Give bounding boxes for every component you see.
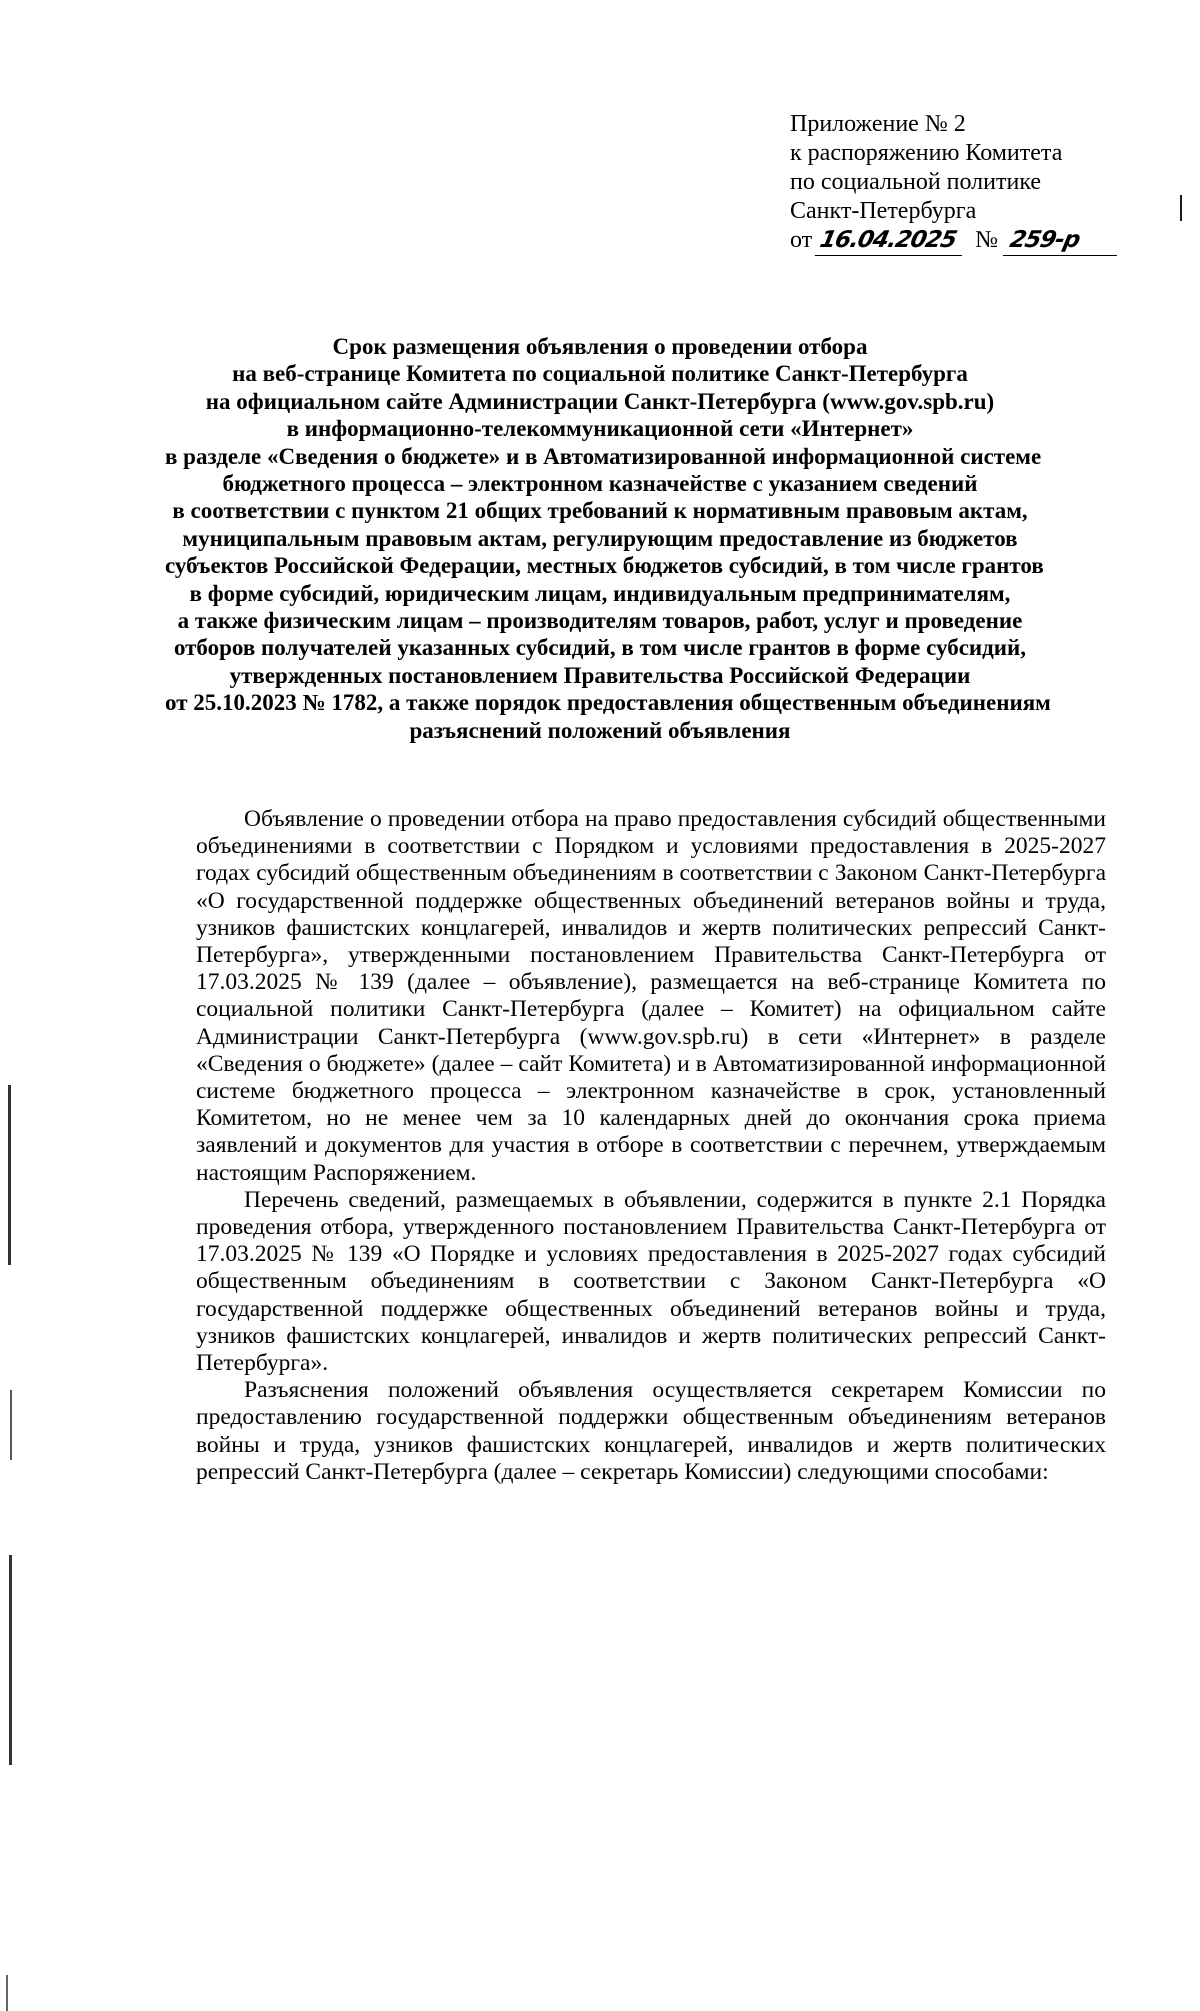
appendix-block [790, 110, 1120, 256]
heading-line: бюджетного процесса – электронном казначействе с указанием сведений [222, 471, 978, 497]
number-sign: № [975, 227, 999, 253]
heading-line: муниципальным правовым актам, регулирующим предоставление из бюджетов [182, 525, 1018, 551]
scan-edge-mark [6, 1975, 8, 2011]
heading-line: на официальном сайте Администрации Санкт-Петербурга (www.gov.spb.ru) [205, 388, 995, 414]
heading-line: отборов получателей указанных субсидий, в том числе грантов в форме субсидий, [173, 635, 1027, 661]
appendix-committee-line: по социальной политике [790, 169, 1042, 195]
appendix-date-number-line [790, 226, 1120, 256]
heading-line: в соответствии с пунктом 21 общих требований к нормативным правовым актам, [172, 498, 1028, 524]
heading-line: в разделе «Сведения о бюджете» и в Автоматизированной информационной системе [165, 443, 1042, 469]
heading-line: на веб-странице Комитета по социальной политике Санкт-Петербурга [232, 361, 968, 387]
body-paragraph: Объявление о проведении отбора на право предоставления субсидий общественными объединениями в соответствии с Порядком и условиями предоставления в 2025-2027 годах субсидий общественным объединениям в соответствии с Законом Санкт-Петербурга «О государственной поддержке общественных объединений ветеранов войны и труда, узников фашистских концлагерей, инвалидов и жертв политических репрессий Санкт-Петербурга», утвержденными постановлением Правительства Санкт-Петербурга от 17.03.2025 № 139 (далее – объявление), размещается на веб-странице Комитета по социальной политики Санкт-Петербурга (далее – Комитет) на официальном сайте Администрации Санкт-Петербурга (www.gov.spb.ru) в сети «Интернет» в разделе «Сведения о бюджете» (далее – сайт Комитета) и в Автоматизированной информационной системе бюджетного процесса – электронном казначействе в срок, установленный Комитетом, но не менее чем за 10 календарных дней до окончания срока приема заявлений и документов для участия в отборе в соответствии с перечнем, утверждаемым настоящим Распоряжением. [196, 806, 1106, 1186]
date-prefix: от [790, 227, 813, 253]
appendix-title: Приложение № 2 [790, 111, 966, 137]
heading-line: разъяснений положений объявления [409, 717, 791, 743]
appendix-city-line: Санкт-Петербурга [790, 198, 977, 224]
heading-line: а также физическим лицам – производителям товаров, работ, услуг и проведение [177, 608, 1023, 634]
body-paragraph: Перечень сведений, размещаемых в объявлении, содержится в пункте 2.1 Порядка проведения отбора, утвержденного постановлением Правительства Санкт-Петербурга от 17.03.2025 № 139 «О Порядке и условиях предоставления в 2025-2027 годах субсидий общественным объединениям в соответствии с Законом Санкт-Петербурга «О государственной поддержке общественных объединений ветеранов войны и труда, узников фашистских концлагерей, инвалидов и жертв политических репрессий Санкт-Петербурга». [196, 1186, 1106, 1377]
handwritten-date: 16.04.2025 [815, 226, 968, 256]
document-heading [165, 333, 1051, 744]
heading-line: утвержденных постановлением Правительства Российской Федерации [229, 662, 971, 688]
scan-edge-mark [9, 1555, 12, 1765]
heading-line: субъектов Российской Федерации, местных бюджетов субсидий, в том числе грантов [165, 553, 1044, 579]
heading-line: в форме субсидий, юридическим лицам, индивидуальным предпринимателям, [189, 580, 1011, 606]
document-body [196, 806, 1106, 1486]
scan-edge-mark [10, 1390, 12, 1460]
appendix-order-line: к распоряжению Комитета [790, 140, 1063, 166]
handwritten-number: 259-р [1003, 226, 1123, 256]
heading-line: Срок размещения объявления о проведении отбора [332, 334, 868, 359]
scan-edge-mark [1180, 195, 1182, 221]
heading-line: в информационно-телекоммуникационной сети «Интернет» [286, 416, 914, 442]
body-paragraph: Разъяснения положений объявления осуществляется секретарем Комиссии по предоставлению государственной поддержки общественным объединениям ветеранов войны и труда, узников фашистских концлагерей, инвалидов и жертв политических репрессий Санкт-Петербурга (далее – секретарь Комиссии) следующими способами: [196, 1377, 1106, 1485]
heading-line: от 25.10.2023 № 1782, а также порядок предоставления общественным объединениям [165, 690, 1051, 716]
scan-edge-mark [8, 1085, 11, 1265]
